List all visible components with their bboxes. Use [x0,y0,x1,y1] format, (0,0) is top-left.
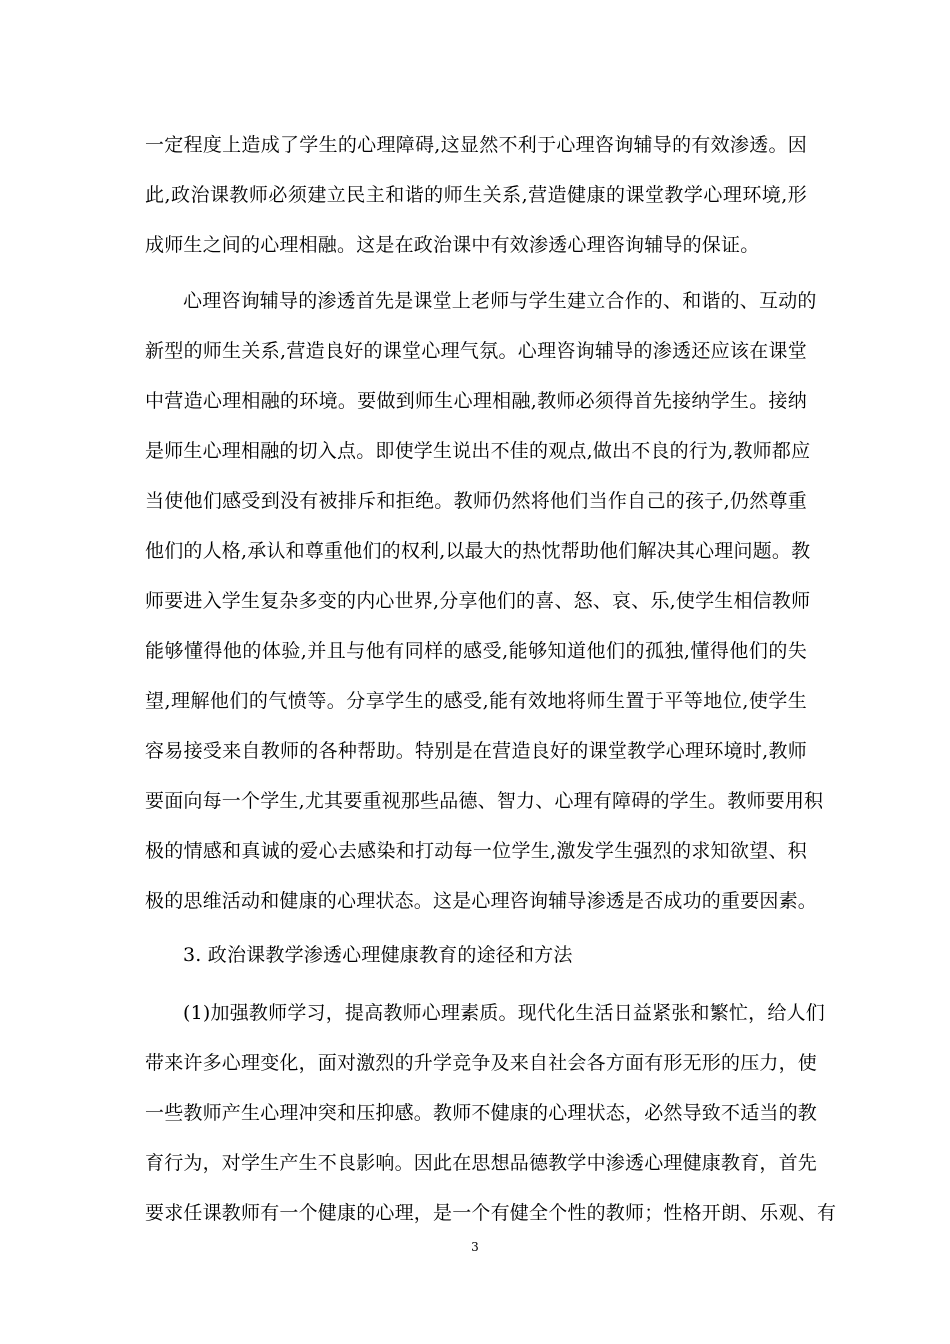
text-line: 育行为，对学生产生不良影响。因此在思想品德教学中渗透心理健康教育，首先 [145,1152,818,1174]
text-line: 要求任课教师有一个健康的心理，是一个有健全个性的教师；性格开朗、乐观、有 [145,1202,837,1224]
paragraph-teacher-student-relationship [145,276,824,926]
paragraph-continuation [145,120,807,270]
section-heading-text: 3. 政治课教学渗透心理健康教育的途径和方法 [183,944,573,966]
text-line: (1)加强教师学习，提高教师心理素质。现代化生活日益紧张和繁忙，给人们 [183,1002,825,1024]
text-line: 成师生之间的心理相融。这是在政治课中有效渗透心理咨询辅导的保证。 [145,234,760,256]
text-line: 师要进入学生复杂多变的内心世界,分享他们的喜、怒、哀、乐,使学生相信教师 [145,590,811,612]
text-line: 极的思维活动和健康的心理状态。这是心理咨询辅导渗透是否成功的重要因素。 [145,890,818,912]
text-line: 中营造心理相融的环境。要做到师生心理相融,教师必须得首先接纳学生。接纳 [145,390,807,412]
text-line: 一定程度上造成了学生的心理障碍,这显然不利于心理咨询辅导的有效渗透。因 [145,134,807,156]
text-line: 带来许多心理变化，面对激烈的升学竞争及来自社会各方面有形无形的压力，使 [145,1052,818,1074]
text-line: 是师生心理相融的切入点。即使学生说出不佳的观点,做出不良的行为,教师都应 [145,440,811,462]
text-line: 此,政治课教师必须建立民主和谐的师生关系,营造健康的课堂教学心理环境,形 [145,184,807,206]
text-line: 新型的师生关系,营造良好的课堂心理气氛。心理咨询辅导的渗透还应该在课堂 [145,340,807,362]
text-line: 要面向每一个学生,尤其要重视那些品德、智力、心理有障碍的学生。教师要用积 [145,790,824,812]
text-line: 心理咨询辅导的渗透首先是课堂上老师与学生建立合作的、和谐的、互动的 [183,290,817,312]
document-body [145,120,837,1238]
text-line: 望,理解他们的气愤等。分享学生的感受,能有效地将师生置于平等地位,使学生 [145,690,807,712]
paragraph-teacher-learning [145,988,837,1238]
page-number: 3 [471,1240,479,1254]
text-line: 他们的人格,承认和尊重他们的权利,以最大的热忱帮助他们解决其心理问题。教 [145,540,811,562]
text-line: 容易接受来自教师的各种帮助。特别是在营造良好的课堂教学心理环境时,教师 [145,740,807,762]
text-line: 当使他们感受到没有被排斥和拒绝。教师仍然将他们当作自己的孩子,仍然尊重 [145,490,807,512]
text-line: 一些教师产生心理冲突和压抑感。教师不健康的心理状态，必然导致不适当的教 [145,1102,818,1124]
text-line: 能够懂得他的体验,并且与他有同样的感受,能够知道他们的孤独,懂得他们的失 [145,640,807,662]
text-line: 极的情感和真诚的爱心去感染和打动每一位学生,激发学生强烈的求知欲望、积 [145,840,807,862]
section-heading [145,930,807,980]
